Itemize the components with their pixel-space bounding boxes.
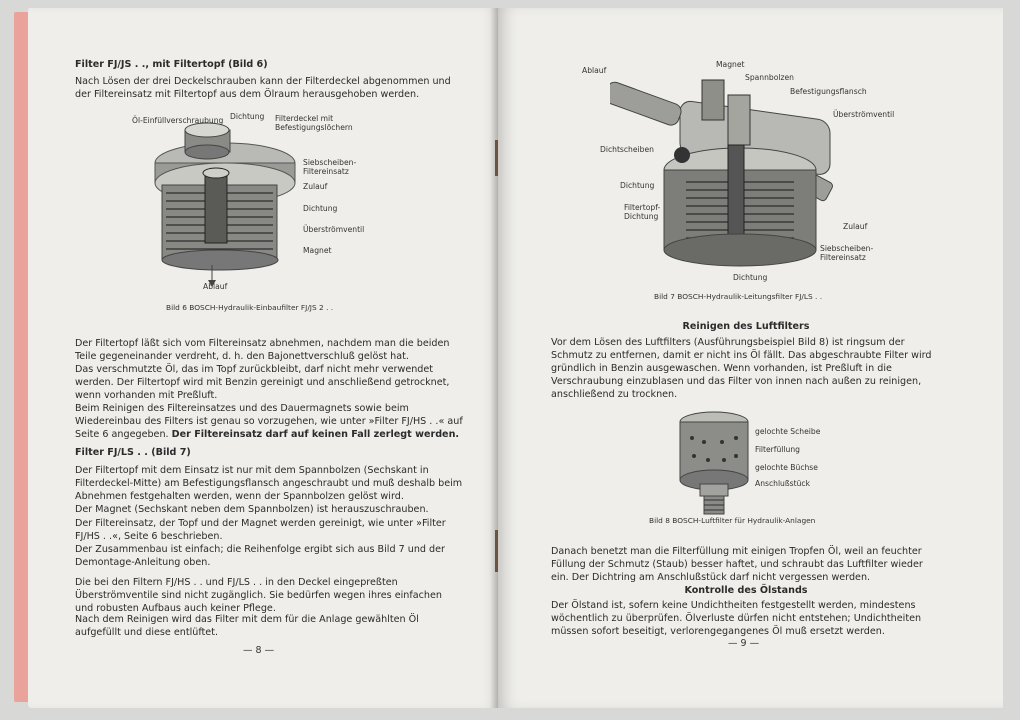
label-dichtscheiben: Dichtscheiben [600, 145, 654, 154]
heading-filter-fj-js: Filter FJ/JS . ., mit Filtertopf (Bild 6) [75, 59, 268, 70]
heading-filter-fj-ls: Filter FJ/LS . . (Bild 7) [75, 447, 191, 458]
caption-bild-8: Bild 8 BOSCH-Luftfilter für Hydraulik-Anlagen [649, 516, 816, 525]
label-filterdeckel: Filterdeckel mit Befestigungslöchern [275, 114, 353, 132]
label-filterfuellung: Filterfüllung [755, 445, 800, 454]
paragraph: Der Filtertopf mit dem Einsatz ist nur mit dem Spannbolzen (Sechskant in Filterdeckel-Mitte) am Befestigungsflansch angeschraubt und muß deshalb beim Abnehmen festgehalten werden, wenn der Spannbolzen gelöst wird. [75, 465, 463, 503]
paragraph: Danach benetzt man die Filterfüllung mit einigen Tropfen Öl, weil an feuchter Füllung der Schmutz (Staub) besser haftet, und schraubt das Luftfilter wieder ein. Der Dichtring am Anschlußstück darf nicht vergessen werden. [551, 546, 923, 584]
label-dichtung-2: Dichtung [733, 273, 768, 282]
caption-bild-7: Bild 7 BOSCH-Hydraulik-Leitungsfilter FJ/LS . . [654, 292, 823, 301]
label-magnet: Magnet [303, 246, 332, 255]
label-ueberstroemventil: Überströmventil [833, 110, 895, 119]
paragraph: Das verschmutzte Öl, das im Topf zurückbleibt, darf nicht mehr verwendet werden. Der Filtertopf wird mit Benzin gereinigt und anschließend getrocknet, wenn vorhanden mit Preßluft. [75, 364, 450, 402]
paragraph: Vor dem Lösen des Luftfilters (Ausführungsbeispiel Bild 8) ist ringsum der Schmutz zu entfernen, damit er nicht ins Öl fällt. Das abgeschraubte Filter wird gründlich in Benzin ausgewaschen. Wenn vorhanden, ist Preßluft in die Verschraubung einzublasen und das Filter von innen nach außen zu reinigen, anschließend zu trocknen. [551, 337, 932, 401]
label-spannbolzen: Spannbolzen [745, 73, 794, 82]
paragraph: Der Zusammenbau ist einfach; die Reihenfolge ergibt sich aus Bild 7 und der Demontage-Anleitung oben. [75, 544, 445, 569]
paragraph-text: Beim Reinigen des Filtereinsatzes und des Dauermagnets sowie beim Wiedereinbau des Filters ist genau so vorzugehen, wie unter »Filter FJ/HS . .« auf Seite 6 angegeben. [75, 403, 463, 441]
paragraph [75, 402, 463, 441]
warning-text: Der Filtereinsatz darf auf keinen Fall zerlegt werden. [171, 429, 460, 441]
label-befestigungsflansch: Befestigungsflansch [790, 87, 867, 96]
label-ueberstroemventil: Überströmventil [303, 225, 365, 234]
paragraph: Nach dem Reinigen wird das Filter mit dem für die Anlage gewählten Öl aufgefüllt und diese entlüftet. [75, 614, 419, 639]
label-ablauf: Ablauf [582, 66, 607, 75]
caption-bild-6: Bild 6 BOSCH-Hydraulik-Einbaufilter FJ/JS 2 . . [166, 303, 334, 312]
filter-fj-ls-illustration [610, 70, 850, 275]
label-filtertopf-dichtung: Filtertopf-Dichtung [624, 203, 661, 221]
paragraph: Der Magnet (Sechskant neben dem Spannbolzen) ist herauszuschrauben. [75, 504, 429, 515]
heading-kontrolle-oelstand: Kontrolle des Ölstands [684, 585, 808, 596]
label-gelochte-buechse: gelochte Büchse [755, 463, 818, 472]
paragraph: Nach Lösen der drei Deckelschrauben kann der Filterdeckel abgenommen und der Filtereinsatz mit Filtertopf aus dem Ölraum herausgehoben werden. [75, 76, 451, 101]
label-zulauf: Zulauf [843, 222, 868, 231]
filter-fj-js-illustration [140, 115, 320, 295]
paragraph: Der Filtereinsatz, der Topf und der Magnet werden gereinigt, wie unter »Filter FJ/HS . .«, Seite 6 beschrieben. [75, 518, 446, 543]
heading-reinigen-luftfilter: Reinigen des Luftfilters [682, 321, 810, 332]
paragraph: Die bei den Filtern FJ/HS . . und FJ/LS . . in den Deckel eingepreßten Überströmventile sind nicht zugänglich. Sie bedürfen wegen ihres einfachen und robusten Aufbaus auch keiner Pflege. [75, 577, 442, 615]
luftfilter-illustration [672, 408, 762, 518]
label-siebscheiben-filtereinsatz: Siebscheiben-Filtereinsatz [303, 158, 357, 176]
label-ablauf: Ablauf [203, 282, 228, 291]
label-dichtung-2: Dichtung [303, 204, 338, 213]
page-number-8: — 8 — [243, 645, 275, 656]
label-dichtung: Dichtung [230, 112, 265, 121]
label-magnet: Magnet [716, 60, 745, 69]
label-gelochte-scheibe: gelochte Scheibe [755, 427, 821, 436]
page-number-9: — 9 — [728, 638, 760, 649]
label-zulauf: Zulauf [303, 182, 328, 191]
paragraph: Der Ölstand ist, sofern keine Undichtheiten festgestellt werden, mindestens wöchentlich zu überprüfen. Ölverluste dürfen nicht entstehen; Undichtheiten müssen sofort beseitigt, verlorengegangenes Öl muß ersetzt werden. [551, 600, 922, 638]
paragraph: Der Filtertopf läßt sich vom Filtereinsatz abnehmen, nachdem man die beiden Teile gegeneinander verdreht, d. h. den Bajonettverschluß gelöst hat. [75, 338, 450, 363]
label-siebscheiben-filtereinsatz: Siebscheiben-Filtereinsatz [820, 244, 874, 262]
label-oel-einfuellverschraubung: Öl-Einfüllverschraubung [132, 116, 224, 125]
label-anschlussstueck: Anschlußstück [755, 479, 810, 488]
label-dichtung: Dichtung [620, 181, 655, 190]
